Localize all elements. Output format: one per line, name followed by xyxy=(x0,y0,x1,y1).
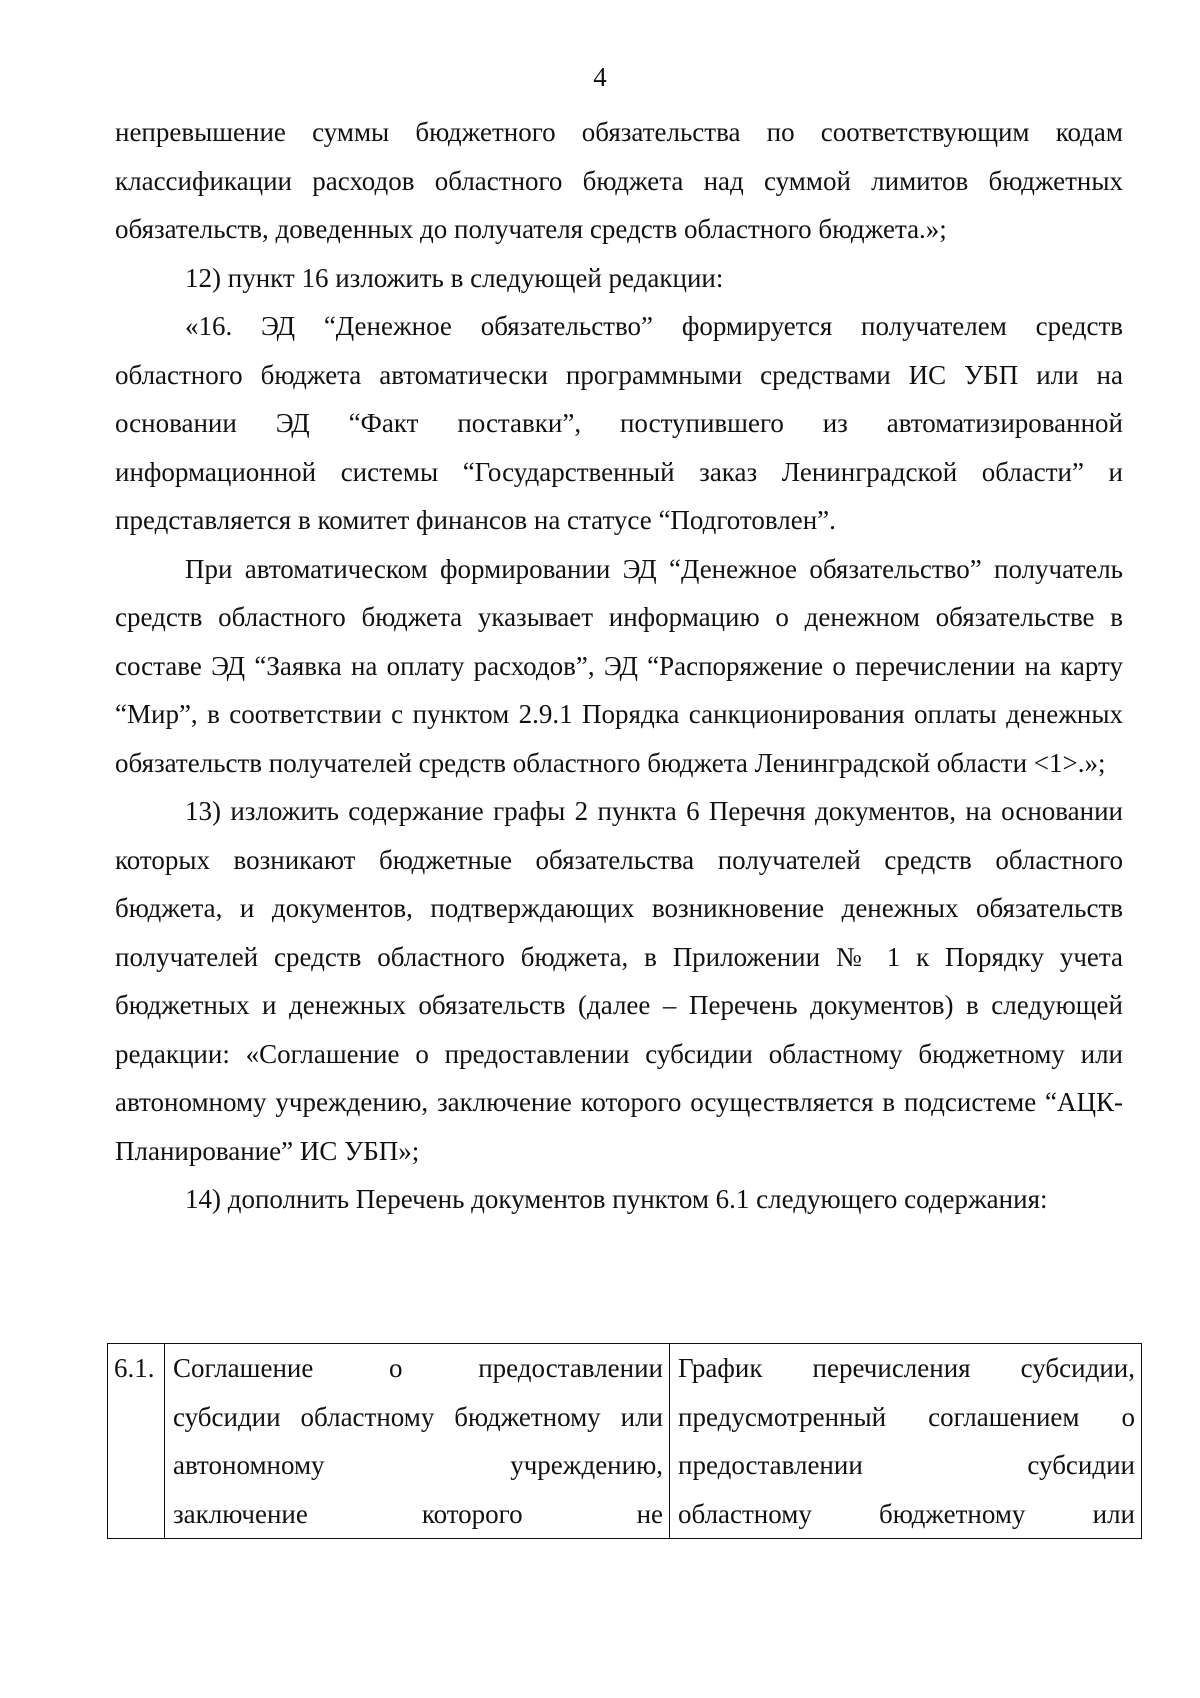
table-cell-line: График перечисления субсидии, xyxy=(678,1353,1135,1383)
paragraph-item-14: 14) дополнить Перечень документов пунктом 6.1 следующего содержания: xyxy=(185,1184,1048,1214)
table-cell-line: предусмотренный соглашением о xyxy=(678,1401,1135,1432)
paragraph-item-12: 12) пункт 16 изложить в следующей редакции: xyxy=(185,262,724,293)
page-number: 4 xyxy=(593,62,607,92)
table-cell-line: субсидии областному бюджетному или xyxy=(173,1401,663,1432)
table-cell-line: заключение которого не xyxy=(173,1498,663,1529)
table-row xyxy=(108,1344,1142,1539)
paragraph-continuation: непревышение суммы бюджетного обязательства по соответствующим кодам классификации расходов областного бюджета над суммой лимитов бюджетных обязательств, доведенных до получателя средств областного бюджета.»; xyxy=(115,117,1123,244)
table-cell-schedule xyxy=(670,1344,1142,1539)
documents-table xyxy=(107,1343,1142,1539)
table-cell-line: Соглашение о предоставлении xyxy=(173,1353,663,1383)
document-body xyxy=(115,108,1123,1224)
table-cell-agreement xyxy=(165,1344,670,1539)
table-cell-line: автономному учреждению, xyxy=(173,1450,663,1480)
table-cell-line: предоставлении субсидии xyxy=(678,1450,1135,1480)
paragraph-automatic-formation: При автоматическом формировании ЭД “Денежное обязательство” получатель средств областного бюджета указывает информацию о денежном обязательстве в составе ЭД “Заявка на оплату расходов”, ЭД “Распоряжение о перечислении на карту “Мир”, в соответствии с пунктом 2.9.1 Порядка санкционирования оплаты денежных обязательств получателей средств областного бюджета Ленинградской области <1>.»; xyxy=(115,553,1123,778)
table-cell-line: областному бюджетному или xyxy=(678,1498,1135,1529)
table-cell-number: 6.1. xyxy=(108,1344,165,1539)
paragraph-item-16-text: «16. ЭД “Денежное обязательство” формируется получателем средств областного бюджета автоматически программными средствами ИС УБП или на основании ЭД “Факт поставки”, поступившего из автоматизированной информационной системы “Государственный заказ Ленинградской области” и представляется в комитет финансов на статусе “Подготовлен”. xyxy=(115,311,1123,535)
paragraph-item-13: 13) изложить содержание графы 2 пункта 6 Перечня документов, на основании которых возникают бюджетные обязательства получателей средств областного бюджета, и документов, подтверждающих возникновение денежных обязательств получателей средств областного бюджета, в Приложении № 1 к Порядку учета бюджетных и денежных обязательств (далее – Перечень документов) в следующей редакции: «Соглашение о предоставлении субсидии областному бюджетному или автономному учреждению, заключение которого осуществляется в подсистеме “АЦК-Планирование” ИС УБП»; xyxy=(115,796,1123,1166)
